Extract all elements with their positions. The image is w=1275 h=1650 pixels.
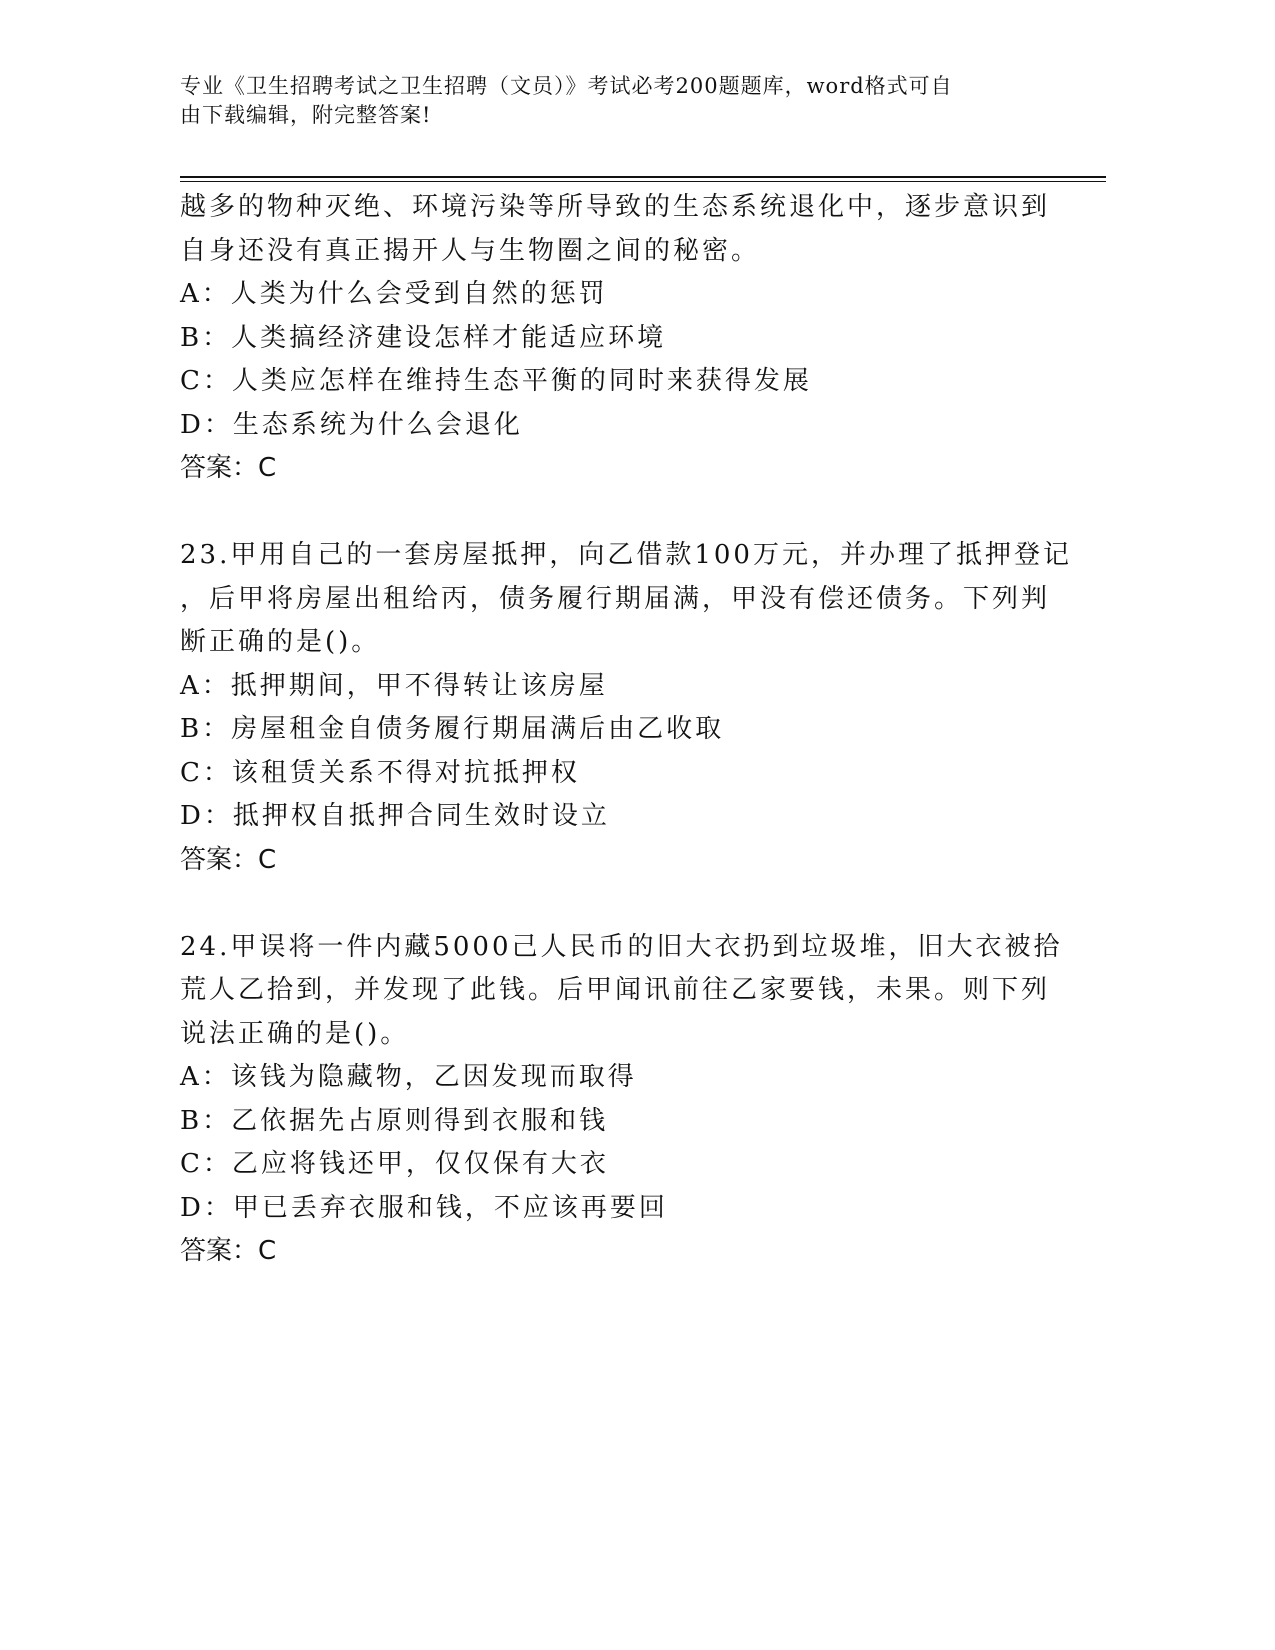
option-d: D：抵押权自抵押合同生效时设立 — [180, 801, 610, 831]
question-stem-line: 荒人乙拾到，并发现了此钱。后甲闻讯前往乙家要钱，未果。则下列 — [180, 975, 1051, 1005]
question-23 — [180, 534, 1072, 882]
option-a: A：该钱为隐藏物，乙因发现而取得 — [180, 1062, 637, 1092]
answer-label: 答案：C — [180, 453, 277, 483]
option-b: B：房屋租金自债务履行期届满后由乙收取 — [180, 714, 725, 744]
option-c: C：人类应怎样在维持生态平衡的同时来获得发展 — [180, 366, 812, 396]
question-stem-line: ，后甲将房屋出租给丙，债务履行期届满，甲没有偿还债务。下列判 — [180, 583, 1051, 614]
question-stem-line: 24.甲误将一件内藏5000己人民币的旧大衣扔到垃圾堆，旧大衣被拾 — [180, 931, 1063, 962]
option-b: B：乙依据先占原则得到衣服和钱 — [180, 1105, 609, 1136]
question-stem-line: 断正确的是()。 — [180, 627, 381, 657]
question-stem-line: 越多的物种灭绝、环境污染等所导致的生态系统退化中，逐步意识到 — [180, 192, 1051, 222]
header-divider-thick — [180, 176, 1106, 178]
option-a: A：人类为什么会受到自然的惩罚 — [180, 279, 608, 309]
question-stem-line: 自身还没有真正揭开人与生物圈之间的秘密。 — [180, 235, 761, 266]
header-title-line-2: 由下载编辑，附完整答案! — [180, 103, 432, 127]
option-d: D：甲已丢弃衣服和钱，不应该再要回 — [180, 1192, 668, 1223]
question-24 — [180, 926, 1063, 1274]
question-stem-line: 23.甲用自己的一套房屋抵押，向乙借款100万元，并办理了抵押登记 — [180, 540, 1072, 570]
header-title-line-1: 专业《卫生招聘考试之卫生招聘（文员）》考试必考200题题库，word格式可自 — [180, 74, 953, 98]
option-c: C：乙应将钱还甲，仅仅保有大衣 — [180, 1149, 609, 1179]
option-c: C：该租赁关系不得对抗抵押权 — [180, 757, 580, 788]
answer-label: 答案：C — [180, 844, 277, 875]
question-list — [180, 186, 1072, 1274]
option-b: B：人类搞经济建设怎样才能适应环境 — [180, 322, 667, 353]
question-spacer — [180, 491, 1060, 535]
answer-label: 答案：C — [180, 1236, 277, 1266]
question-22 — [180, 186, 1060, 491]
option-a: A：抵押期间，甲不得转让该房屋 — [180, 670, 608, 701]
document-header — [180, 72, 1040, 130]
header-divider-thin — [180, 181, 1106, 182]
option-d: D：生态系统为什么会退化 — [180, 409, 523, 440]
question-spacer — [180, 882, 1060, 926]
question-stem-line: 说法正确的是()。 — [180, 1018, 410, 1049]
